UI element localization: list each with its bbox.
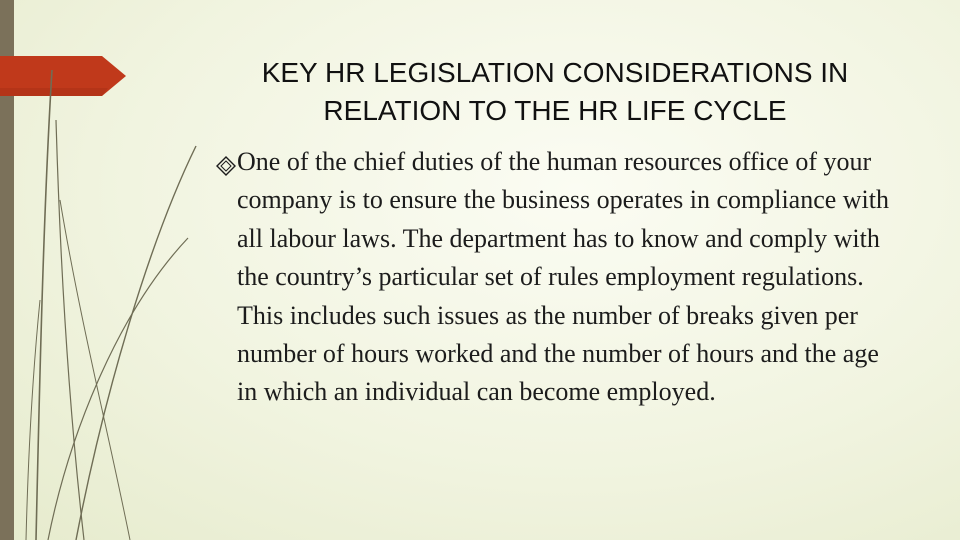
decor-line-1 bbox=[36, 70, 52, 540]
decor-line-6 bbox=[26, 300, 40, 540]
decor-line-4 bbox=[48, 238, 188, 540]
slide-title: KEY HR LEGISLATION CONSIDERATIONS IN RELATION TO THE HR LIFE CYCLE bbox=[261, 57, 849, 126]
red-arrow-tab-shade bbox=[0, 88, 108, 96]
diamond-bullet-icon bbox=[216, 156, 236, 176]
decor-line-5 bbox=[60, 200, 130, 540]
decor-line-3 bbox=[76, 146, 196, 540]
bullet-item bbox=[214, 143, 894, 412]
decor-line-2 bbox=[56, 120, 84, 540]
bullet-text: One of the chief duties of the human resources office of your company is to ensure the business operates in compliance with all labour laws. The department has to know and comply with the country’s particular set of rules employment regulations. This includes such issues as the number of breaks given per number of hours worked and the number of hours and the age in which an individual can become employed. bbox=[237, 147, 890, 407]
